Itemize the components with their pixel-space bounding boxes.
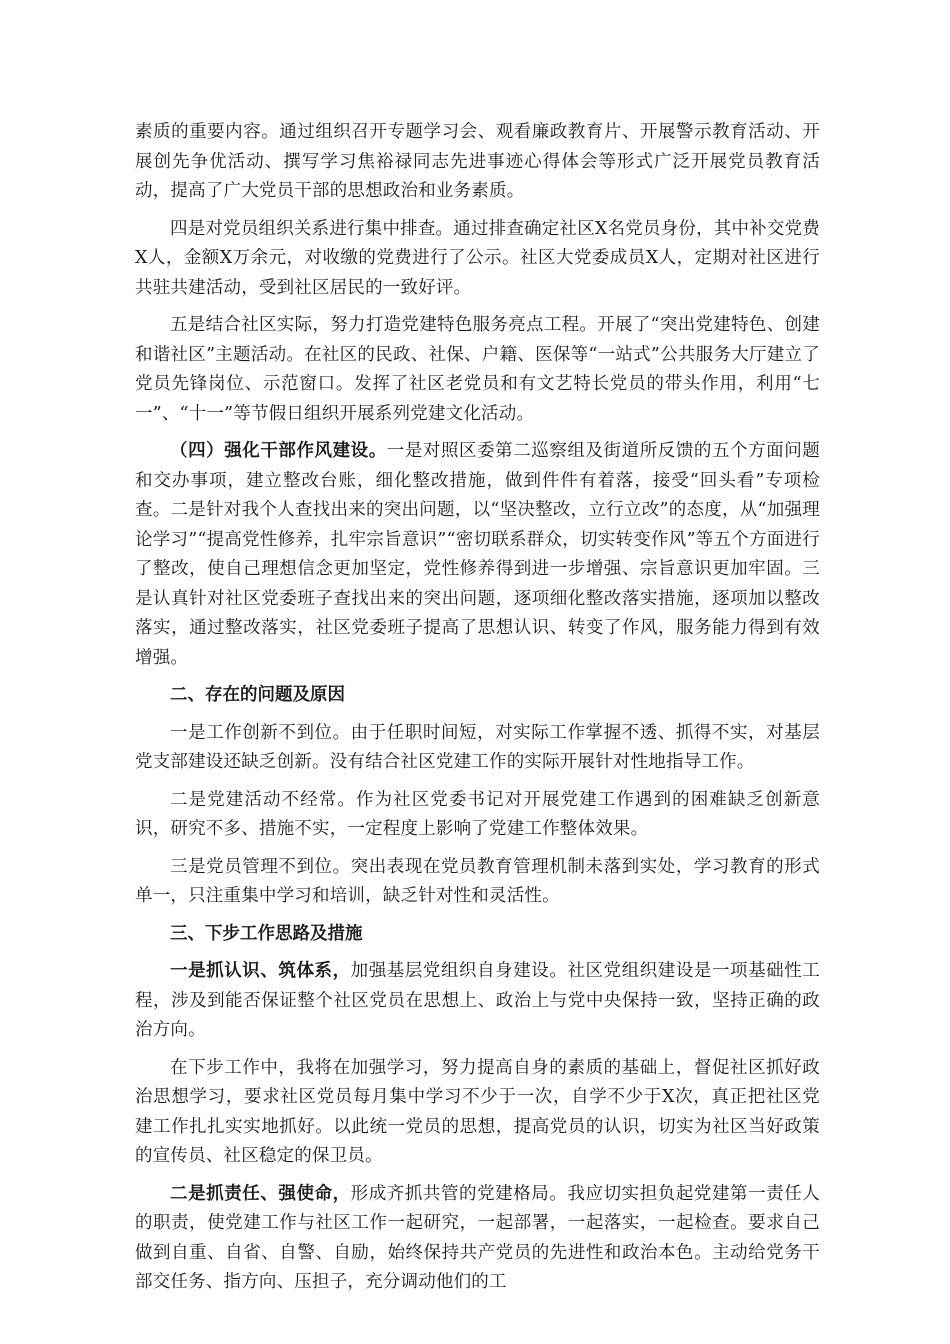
paragraph-text: 一是对照区委第二巡察组及街道所反馈的五个方面问题和交办事项，建立整改台账，细化整改措施，做到件件有着落，接受“回头看”专项检查。二是针对我个人查找出来的突出问题，以“坚决整改，立行立改”的态度，从“加强理论学习”“提高党性修养，扎牢宗旨意识”“密切联系群众，切实转变作风”等五个方面进行了整改，使自己理想信念更加坚定，党性修养得到进一步增强、宗旨意识更加牢固。三是认真针对社区党委班子查找出来的突出问题，逐项细化整改落实措施，逐项加以整改落实，通过整改落实，社区党委班子提高了思想认识、转变了作风，服务能力得到有效增强。 xyxy=(135,441,820,668)
paragraph-text: 五是结合社区实际，努力打造党建特色服务亮点工程。开展了“突出党建特色、创建和谐社区”主题活动。在社区的民政、社保、户籍、医保等“一站式”公共服务大厅建立了党员先锋岗位、示范窗口。发挥了社区老党员和有文艺特长党员的带头作用，利用“七一”、“十一”等节假日组织开展系列党建文化活动。 xyxy=(135,315,820,424)
paragraph-lead: 一是抓认识、筑体系， xyxy=(170,961,351,981)
paragraph-text: 二是党建活动不经常。作为社区党委书记对开展党建工作遇到的困难缺乏创新意识，研究不多、措施不实，一定程度上影响了党建工作整体效果。 xyxy=(135,789,820,839)
paragraph-cadre-style xyxy=(135,437,820,673)
section-heading-problems: 二、存在的问题及原因 xyxy=(170,685,345,705)
paragraph-text: 素质的重要内容。通过组织召开专题学习会、观看廉政教育片、开展警示教育活动、开展创先争优活动、撰写学习焦裕禄同志先进事迹心得体会等形式广泛开展党员教育活动，提高了广大党员干部的思想政治和业务素质。 xyxy=(135,122,820,201)
paragraph-text: 在下步工作中，我将在加强学习，努力提高自身的素质的基础上，督促社区抓好政治思想学习，要求社区党员每月集中学习不少于一次，自学不少于X次，真正把社区党建工作扎扎实实地抓好。以此统一党员的思想，提高党员的认识，切实为社区当好政策的宣传员、社区稳定的保卫员。 xyxy=(135,1057,820,1166)
paragraph-lead: 二是抓责任、强使命， xyxy=(170,1183,351,1204)
paragraph-party-brand xyxy=(135,311,820,429)
paragraph-text: 四是对党员组织关系进行集中排查。通过排查确定社区X名党员身份，其中补交党费X人，金额X万余元，对收缴的党费进行了公示。社区大党委成员X人，定期对社区进行共驻共建活动，受到社区居民的一致好评。 xyxy=(135,218,820,298)
section-heading-next-steps: 三、下步工作思路及措施 xyxy=(170,923,363,944)
document-page xyxy=(135,118,820,1306)
paragraph-continuation xyxy=(135,118,820,207)
paragraph-party-relations xyxy=(135,215,820,304)
paragraph-text: 一是工作创新不到位。由于任职时间短，对实际工作掌握不透、抓得不实，对基层党支部建设还缺乏创新。没有结合社区党建工作的实际开展针对性地指导工作。 xyxy=(135,722,820,772)
paragraph-measure-2 xyxy=(135,1180,820,1298)
paragraph-lead: （四）强化干部作风建设。 xyxy=(170,441,387,461)
paragraph-measure-1-detail xyxy=(135,1054,820,1172)
paragraph-problem-2 xyxy=(135,786,820,845)
paragraph-text: 形成齐抓共管的党建格局。我应切实担负起党建第一责任人的职责，使党建工作与社区工作一起研究，一起部署，一起落实，一起检查。要求自己做到自重、自省、自警、自励，始终保持共产党员的先进性和政治本色。主动给党务干部交任务、指方向、压担子，充分调动他们的工 xyxy=(135,1183,820,1292)
paragraph-measure-1 xyxy=(135,957,820,1046)
paragraph-problem-3 xyxy=(135,853,820,912)
paragraph-problem-1 xyxy=(135,719,820,778)
paragraph-text: 三是党员管理不到位。突出表现在党员教育管理机制未落到实处，学习教育的形式单一，只注重集中学习和培训，缺乏针对性和灵活性。 xyxy=(135,856,820,906)
paragraph-text: 加强基层党组织自身建设。社区党组织建设是一项基础性工程，涉及到能否保证整个社区党员在思想上、政治上与党中央保持一致，坚持正确的政治方向。 xyxy=(135,961,820,1040)
